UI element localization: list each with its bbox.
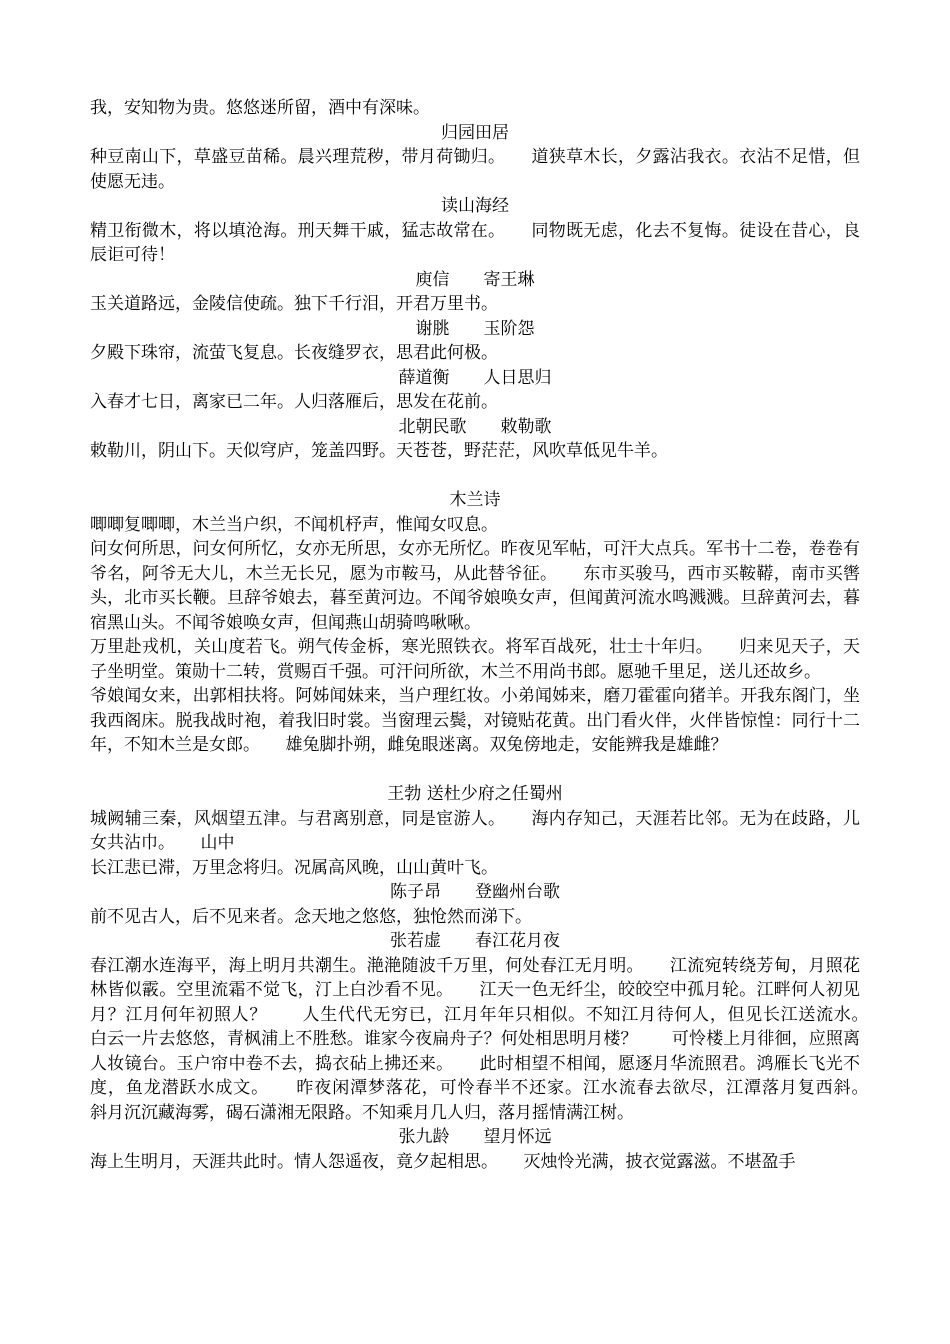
poem-title: 王勃 送杜少府之任蜀州 — [387, 784, 563, 804]
poem-text: 唧唧复唧唧，木兰当户织，不闻机杼声，惟闻女叹息。 — [90, 514, 498, 535]
poem-title: 陈子昂 登幽州台歌 — [390, 882, 560, 902]
poem-text: 玉关道路远，金陵信使疏。独下千行泪，开君万里书。 — [90, 294, 498, 314]
poem-title: 北朝民歌 敕勒歌 — [398, 416, 552, 437]
poem-text: 万里赴戎机，关山度若飞。朔气传金柝，寒光照铁衣。将军百战死，壮士十年归。 归来见天子，天子坐明堂。策勋十二转，赏赐百千强。可汗问所欲，木兰不用尚书郎。愿驰千里足，送儿还故乡。 — [90, 637, 860, 682]
poem-title: 归园田居 — [441, 122, 509, 143]
poem-text: 种豆南山下，草盛豆苗稀。晨兴理荒秽，带月荷锄归。 道狭草木长，夕露沾我衣。衣沾不足惜，但使愿无违。 — [90, 147, 860, 192]
poem-text: 入春才七日，离家已二年。人归落雁后，思发在花前。 — [90, 392, 498, 412]
poem-text: 爷娘闻女来，出郭相扶将。阿姊闻妹来，当户理红妆。小弟闻姊来，磨刀霍霍向猪羊。开我东阁门，坐我西阁床。脱我战时袍，着我旧时裳。当窗理云鬓，对镜贴花黄。出门看火伴，火伴皆惊惶：同行十二年，不知木兰是女郎。 雄兔脚扑朔，雌兔眼迷离。双兔傍地走，安能辨我是雄雌？ — [90, 686, 860, 755]
poem-text: 敕勒川，阴山下。天似穹庐，笼盖四野。天苍苍，野茫茫，风吹草低见牛羊。 — [90, 441, 668, 461]
poem-title: 木兰诗 — [449, 490, 501, 510]
poem-text: 春江潮水连海平，海上明月共潮生。滟滟随波千万里，何处春江无月明。 江流宛转绕芳甸，月照花林皆似霰。空里流霜不觉飞，汀上白沙看不见。 江天一色无纤尘，皎皎空中孤月轮。江畔何人初见月？江月何年初照人？ 人生代代无穷已，江月年年只相似。不知江月待何人，但见长江送流水。 白云一片去悠悠，青枫浦上不胜愁。谁家今夜扁舟子？何处相思明月楼？ 可怜楼上月徘徊，应照离人妆镜台。玉户帘中卷不去，捣衣砧上拂还来。 此时相望不相闻，愿逐月华流照君。鸿雁长飞光不度，鱼龙潜跃水成文。 昨夜闲潭梦落花，可怜春半不还家。江水流春去欲尽，江潭落月复西斜。 斜月沉沉藏海雾，碣石潇湘无限路。不知乘月几人归，落月摇情满江树。 — [90, 955, 894, 1123]
poem-title: 张九龄 望月怀远 — [398, 1127, 552, 1147]
blank-line — [90, 758, 860, 783]
poem-text: 问女何所思，问女何所忆，女亦无所思，女亦无所忆。昨夜见军帖，可汗大点兵。军书十二卷，卷卷有爷名，阿爷无大儿，木兰无长兄，愿为市鞍马，从此替爷征。 东市买骏马，西市买鞍鞯，南市买辔头，北市买长鞭。旦辞爷娘去，暮至黄河边。不闻爷娘唤女声，但闻黄河流水鸣溅溅。旦辞黄河去，暮宿黑山头。不闻爷娘唤女声，但闻燕山胡骑鸣啾啾。 — [90, 539, 860, 633]
blank-line — [90, 464, 860, 489]
document-page — [90, 96, 894, 1174]
poem-title: 张若虚 春江花月夜 — [390, 931, 560, 951]
poem-text: 长江悲已滞，万里念将归。况属高风晚，山山黄叶飞。 — [90, 857, 498, 878]
poem-text: 海上生明月，天涯共此时。情人怨遥夜，竟夕起相思。 灭烛怜光满，披衣觉露滋。不堪盈手 — [90, 1151, 796, 1172]
poem-title: 谢朓 玉阶怨 — [415, 318, 535, 339]
poem-text: 夕殿下珠帘，流萤飞复息。长夜缝罗衣，思君此何极。 — [90, 343, 498, 363]
poem-text: 精卫衔微木，将以填沧海。刑天舞干戚，猛志故常在。 同物既无虑，化去不复悔。徒设在昔心，良辰讵可待！ — [90, 220, 860, 265]
poem-text: 城阙辅三秦，风烟望五津。与君离别意，同是宦游人。 海内存知己，天涯若比邻。无为在歧路，儿女共沾巾。 山中 — [90, 808, 860, 853]
poem-title: 读山海经 — [441, 196, 509, 216]
poem-title: 庾信 寄王琳 — [415, 269, 535, 290]
poem-title: 薛道衡 人日思归 — [398, 367, 552, 388]
text-line: 我，安知物为贵。悠悠迷所留，酒中有深味。 — [90, 98, 430, 118]
poem-text: 前不见古人，后不见来者。念天地之悠悠，独怆然而涕下。 — [90, 906, 532, 927]
